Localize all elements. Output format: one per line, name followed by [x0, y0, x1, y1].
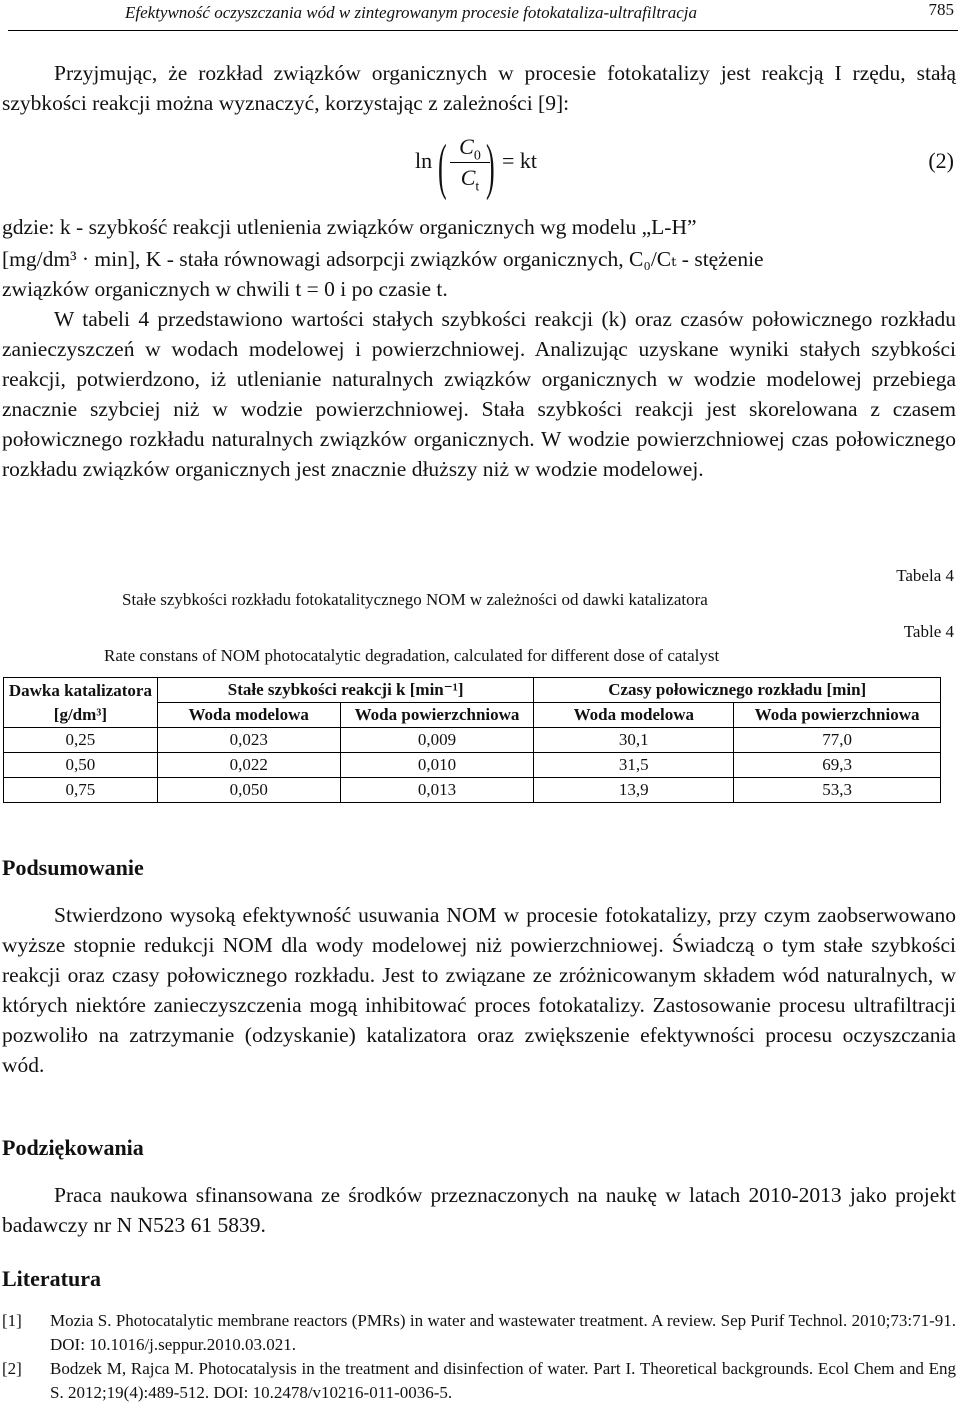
- summary-paragraph: Stwierdzono wysoką efektywność usuwania NOM w procesie fotokatalizy, przy czym zaobserwowano wyższe stopnie redukcji NOM dla wody modelowej niż powierzchniowej. Świadczą o tym stałe szybkości reakcji oraz czasy połowicznego rozkładu. Jest to związane ze zróżnicowanym składem wód naturalnych, w których niektóre zanieczyszczenia mogą inhibitować proces fotokatalizy. Zastosowanie procesu ultrafiltracji pozwoliło na zatrzymanie (odzyskanie) katalizatora oraz zwiększenie efektywności procesu oczyszczania wód.: [2, 903, 956, 1077]
- reference-item: [2, 1309, 956, 1357]
- cell-k-surface: 0,009: [340, 728, 534, 753]
- equation-2: [0, 124, 960, 204]
- reference-item: [2, 1357, 956, 1405]
- cell-k-surface: 0,013: [340, 778, 534, 803]
- where-line-2: [mg/dm³ · min], K - stała równowagi adsorpcji związków organicznych, C₀/Cₜ - stężenie: [2, 247, 764, 271]
- cell-dose: 0,25: [4, 728, 158, 753]
- cell-half-model: 13,9: [534, 778, 734, 803]
- where-line-1: gdzie: k - szybkość reakcji utlenienia związków organicznych wg modelu „L-H”: [2, 215, 697, 239]
- cell-k-model: 0,022: [157, 753, 340, 778]
- reference-number: [1]: [2, 1311, 22, 1330]
- subheader-surface-k: Woda powierzchniowa: [340, 703, 534, 728]
- table-row: [4, 728, 941, 753]
- running-header: [8, 0, 958, 31]
- table-caption-en: Rate constans of NOM photocatalytic degradation, calculated for different dose of catalyst: [104, 646, 720, 665]
- table-row: [4, 778, 941, 803]
- table-row: [4, 753, 941, 778]
- reference-text: Mozia S. Photocatalytic membrane reactors (PMRs) in water and wastewater treatment. A review. Sep Purif Technol. 2010;73:71-91. DOI: 10.1016/j.seppur.2010.03.021.: [50, 1311, 956, 1354]
- where-line-3: związków organicznych w chwili t = 0 i po czasie t.: [2, 277, 448, 301]
- cell-k-model: 0,023: [157, 728, 340, 753]
- cell-half-surface: 53,3: [734, 778, 941, 803]
- header-dose: Dawka katalizatora [g/dm³]: [4, 678, 158, 728]
- equation-right-paren: ): [486, 132, 495, 202]
- equation-rhs: = kt: [502, 148, 538, 173]
- acknowledgements-heading: Podziękowania: [2, 1135, 144, 1160]
- equation-number: (2): [928, 148, 954, 173]
- header-half-life: Czasy połowicznego rozkładu [min]: [534, 678, 941, 703]
- table-label-pl: Tabela 4: [896, 566, 954, 585]
- page-number: 785: [928, 0, 954, 19]
- table-label-en: Table 4: [903, 622, 954, 641]
- references-heading: Literatura: [2, 1266, 101, 1291]
- summary-heading: Podsumowanie: [2, 855, 144, 880]
- cell-half-model: 31,5: [534, 753, 734, 778]
- cell-dose: 0,75: [4, 778, 158, 803]
- equation-denominator: $C_t$: [460, 165, 480, 195]
- equation-fraction: [450, 134, 490, 195]
- equation-left-paren: (: [438, 132, 447, 202]
- equation-numerator: $C_0$: [459, 134, 481, 164]
- fraction-bar: [450, 162, 490, 163]
- cell-half-surface: 77,0: [734, 728, 941, 753]
- reference-text: Bodzek M, Rajca M. Photocatalysis in the treatment and disinfection of water. Part I. Theoretical backgrounds. Ecol Chem and Eng S. 2012;19(4):489-512. DOI: 10.2478/v10216-011-0036-5.: [50, 1359, 956, 1402]
- subheader-model-k: Woda modelowa: [157, 703, 340, 728]
- reference-number: [2]: [2, 1359, 22, 1378]
- results-paragraph: W tabeli 4 przedstawiono wartości stałych szybkości reakcji (k) oraz czasów połowicznego rozkładu zanieczyszczeń w wodach modelowej i powierzchniowej. Analizując uzyskane wyniki stałych szybkości reakcji, potwierdzono, iż utlenianie naturalnych związków organicznych w wodzie modelowej przebiega znacznie szybciej niż w wodzie powierzchniowej. Stała szybkości reakcji jest skorelowana z czasem połowicznego rozkładu naturalnych związków organicznych. W wodzie powierzchniowej czas połowicznego rozkładu związków organicznych jest znacznie dłuższy niż w wodzie modelowej.: [2, 307, 956, 481]
- subheader-model-half: Woda modelowa: [534, 703, 734, 728]
- cell-dose: 0,50: [4, 753, 158, 778]
- subheader-surface-half: Woda powierzchniowa: [734, 703, 941, 728]
- cell-half-surface: 69,3: [734, 753, 941, 778]
- table-caption-pl: Stałe szybkości rozkładu fotokatalitycznego NOM w zależności od dawki katalizatora: [122, 590, 708, 609]
- equation-ln: ln: [415, 148, 433, 173]
- cell-k-model: 0,050: [157, 778, 340, 803]
- rate-constants-table: [3, 677, 941, 803]
- acknowledgements-paragraph: Praca naukowa sfinansowana ze środków przeznaczonych na naukę w latach 2010-2013 jako projekt badawczy nr N N523 61 5839.: [2, 1183, 956, 1237]
- cell-k-surface: 0,010: [340, 753, 534, 778]
- intro-paragraph: Przyjmując, że rozkład związków organicznych w procesie fotokatalizy jest reakcją I rzędu, stałą szybkości reakcji można wyznaczyć, korzystając z zależności [9]:: [2, 61, 956, 115]
- header-rate-constants: Stałe szybkości reakcji k [min⁻¹]: [157, 678, 534, 703]
- cell-half-model: 30,1: [534, 728, 734, 753]
- running-title: Efektywność oczyszczania wód w zintegrowanym procesie fotokataliza-ultrafiltracja: [125, 3, 697, 22]
